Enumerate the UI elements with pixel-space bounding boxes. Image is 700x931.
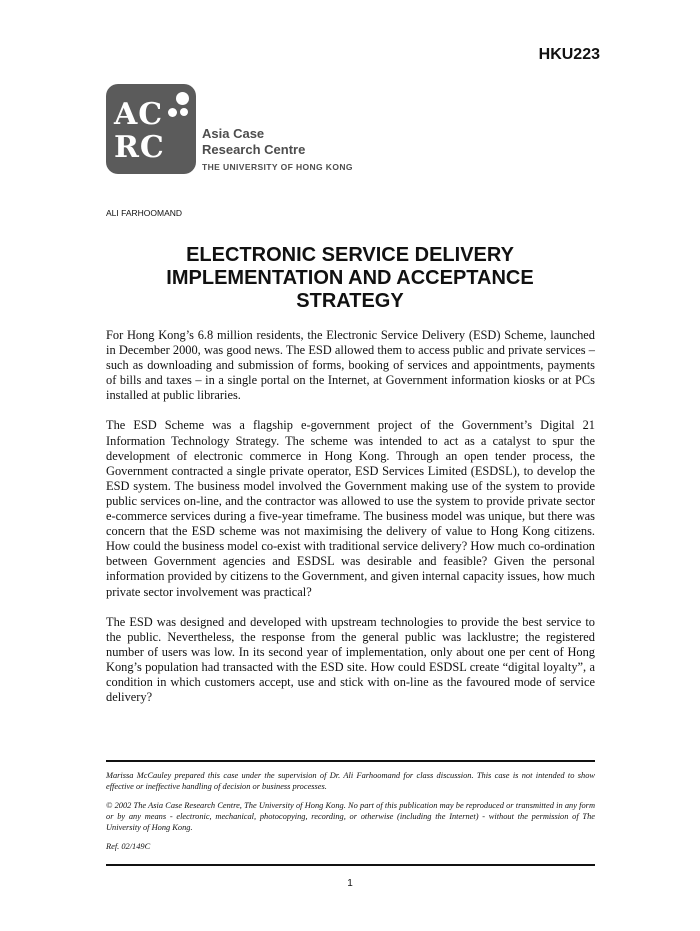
logo-line-1: AC [114,97,164,132]
title-line-3: STRATEGY [296,290,404,312]
organization-name-line-1: Asia Case [202,126,265,141]
acrc-logo [106,84,196,174]
body-paragraph-1: For Hong Kong’s 6.8 million residents, the Electronic Service Delivery (ESD) Scheme, launched in December 2000, was good news. The ESD allowed them to access public and private services – such as downloading and submission of forms, booking of services and appointments, payments of bills and taxes – in a single portal on the Internet, at Government information kiosks or at PCs installed at public libraries. [106,328,595,403]
case-code: HKU223 [538,46,600,63]
logo-line-2: RC [114,130,165,165]
footer-bottom-rule [106,864,595,866]
page-number: 1 [347,878,353,889]
footer-top-rule [106,760,595,762]
organization-name-line-2: Research Centre [202,142,306,157]
logo-dot-medium [168,108,177,117]
body-paragraph-2: The ESD Scheme was a flagship e-government project of the Government’s Digital 21 Information Technology Strategy. The scheme was intended to act as a catalyst to spur the development of electronic commerce in Hong Kong. Through an open tender process, the Government contracted a single private operator, ESD Services Limited (ESDSL), to develop the ESD system. The business model involved the Government making use of the system to provide public services on-line, and the contractor was allowed to use the system to provide private sector e-commerce services during a five-year timeframe. The business model was unique, but there was concern that the ESD scheme was not maximising the delivery of value to Hong Kong citizens. How could the business model co-exist with traditional service delivery? How much co-ordination between Government agencies and ESDSL was desirable and feasible? Given the personal information provided by citizens to the Government, and given internal capacity issues, how much private sector involvement was practical? [106,418,595,599]
title-line-1: ELECTRONIC SERVICE DELIVERY [186,244,514,266]
footnote-copyright: © 2002 The Asia Case Research Centre, The University of Hong Kong. No part of this publication may be reproduced or transmitted in any form or by any means - electronic, mechanical, photocopying, recording, or otherwise (including the Internet) - without the permission of The University of Hong Kong. [106,801,595,832]
title-line-2: IMPLEMENTATION AND ACCEPTANCE [166,267,534,289]
author-name: ALI FARHOOMAND [106,208,183,218]
footnote-block [106,770,595,860]
footnote-authorship: Marissa McCauley prepared this case under the supervision of Dr. Ali Farhoomand for class discussion. This case is not intended to show effective or ineffective handling of decision or business processes. [106,771,595,791]
university-name: THE UNIVERSITY OF HONG KONG [202,162,353,172]
body-paragraph-3: The ESD was designed and developed with upstream technologies to provide the best service to the public. Nevertheless, the response from the general public was lacklustre; the registered number of users was low. In its second year of implementation, only about one per cent of Hong Kong’s population had transacted with the ESD site. How could ESDSL create “digital loyalty”, a condition in which customers accept, use and stick with on-line as the favoured mode of service delivery? [106,614,595,705]
body-text [106,328,595,720]
footnote-reference: Ref. 02/149C [106,842,151,851]
case-title [100,244,600,313]
organization-block [202,126,353,172]
logo-dot-small [180,108,188,116]
logo-dot-large [176,92,189,105]
logo-letters [114,98,165,164]
